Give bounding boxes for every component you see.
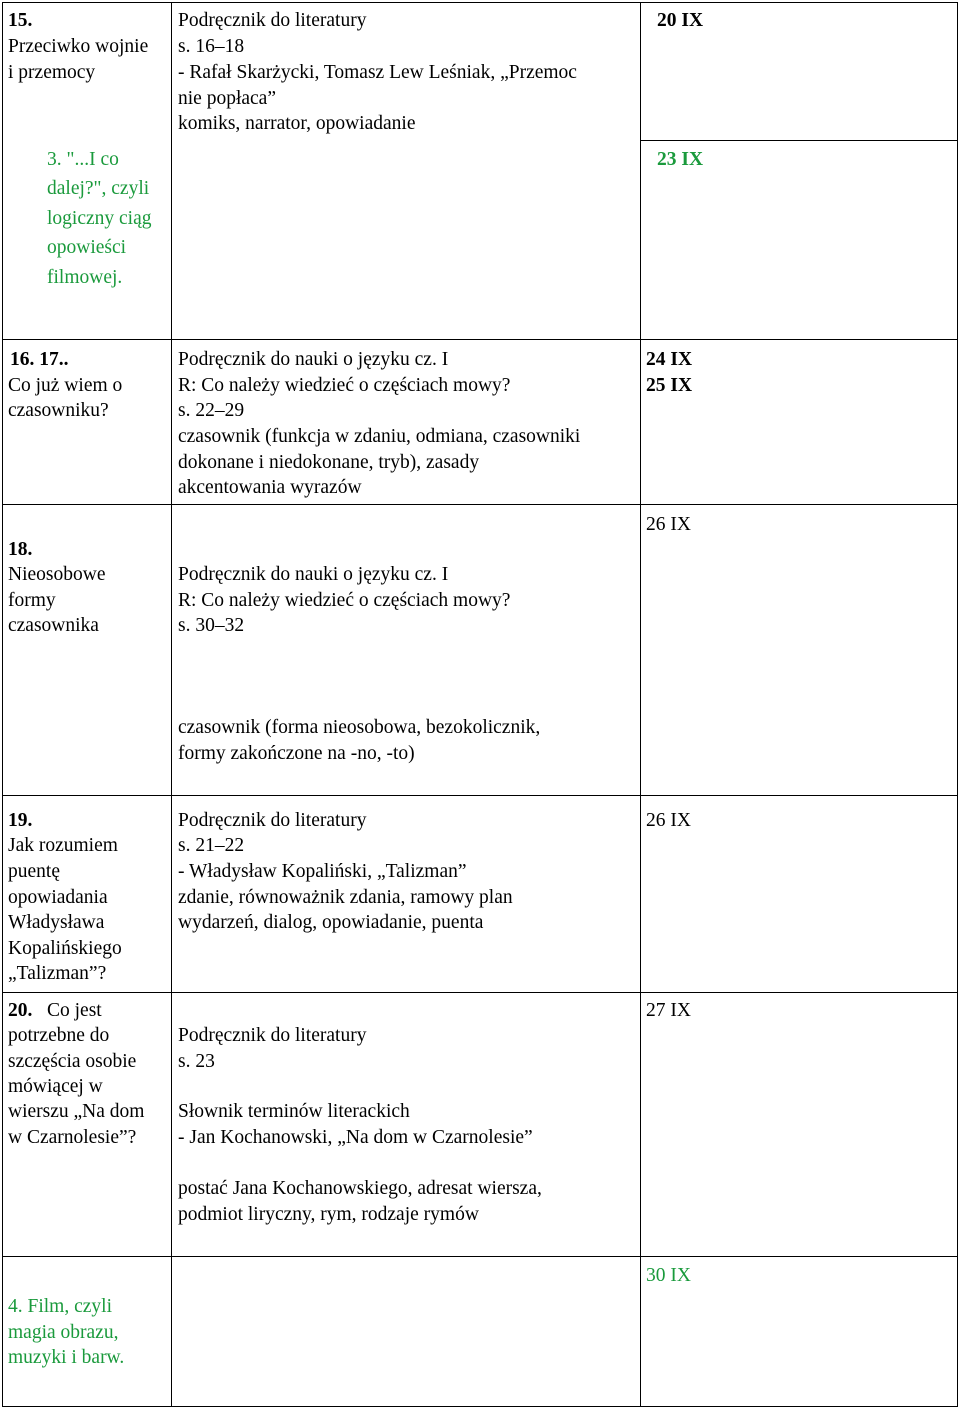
lesson-date: 24 IX [646, 349, 693, 370]
lesson-title: Co już wiem o [8, 375, 123, 396]
unit-title: muzyki i barw. [8, 1347, 125, 1368]
lesson-content: Podręcznik do literatury [178, 1025, 367, 1046]
lesson-title: Co jest [47, 1000, 102, 1021]
lesson-content: Podręcznik do literatury [178, 810, 367, 831]
lesson-content: nie popłaca” [178, 88, 276, 109]
lesson-number: 19. [8, 810, 33, 831]
grid-line [2, 504, 958, 505]
unit-title: 3. "...I co [47, 149, 119, 170]
lesson-number: 20. [8, 1000, 33, 1021]
lesson-content: Podręcznik do nauki o języku cz. I [178, 349, 449, 370]
lesson-content: R: Co należy wiedzieć o częściach mowy? [178, 590, 511, 611]
grid-line [2, 2, 958, 3]
lesson-date: 26 IX [646, 810, 691, 831]
lesson-content: Słownik terminów literackich [178, 1101, 410, 1122]
lesson-content: podmiot liryczny, rym, rodzaje rymów [178, 1204, 479, 1225]
lesson-content: - Rafał Skarżycki, Tomasz Lew Leśniak, „Przemoc [178, 62, 577, 83]
lesson-content: s. 30–32 [178, 615, 245, 636]
unit-date: 30 IX [646, 1265, 691, 1286]
grid-line [640, 140, 958, 141]
lesson-title: potrzebne do [8, 1025, 110, 1046]
grid-line [2, 1406, 958, 1407]
grid-line [640, 2, 641, 1407]
lesson-title: szczęścia osobie [8, 1051, 137, 1072]
lesson-content: zdanie, równoważnik zdania, ramowy plan [178, 887, 513, 908]
lesson-title: Przeciwko wojnie [8, 36, 149, 57]
grid-line [2, 795, 958, 796]
unit-date: 23 IX [657, 149, 704, 170]
lesson-content: R: Co należy wiedzieć o częściach mowy? [178, 375, 511, 396]
unit-title: dalej?", czyli [47, 178, 150, 199]
lesson-title: w Czarnolesie”? [8, 1127, 137, 1148]
unit-title: 4. Film, czyli [8, 1296, 112, 1317]
lesson-content: akcentowania wyrazów [178, 477, 362, 498]
lesson-content: s. 21–22 [178, 835, 245, 856]
grid-line [2, 2, 3, 1407]
lesson-content: Podręcznik do nauki o języku cz. I [178, 564, 449, 585]
lesson-title: mówiącej w [8, 1076, 103, 1097]
lesson-content: s. 16–18 [178, 36, 245, 57]
grid-line [957, 2, 958, 1407]
lesson-content: - Władysław Kopaliński, „Talizman” [178, 861, 467, 882]
unit-title: opowieści [47, 237, 127, 258]
unit-title: logiczny ciąg [47, 208, 152, 229]
lesson-title: wierszu „Na dom [8, 1101, 145, 1122]
lesson-content: postać Jana Kochanowskiego, adresat wiersza, [178, 1178, 542, 1199]
lesson-content: dokonane i niedokonane, tryb), zasady [178, 452, 480, 473]
lesson-title: puentę [8, 861, 60, 882]
lesson-title: opowiadania [8, 887, 108, 908]
grid-line [2, 339, 958, 340]
lesson-content: - Jan Kochanowski, „Na dom w Czarnolesie” [178, 1127, 533, 1148]
lesson-content: formy zakończone na -no, -to) [178, 743, 415, 764]
lesson-title: Władysława [8, 912, 105, 933]
lesson-title: i przemocy [8, 62, 96, 83]
lesson-title: formy [8, 590, 56, 611]
lesson-title: czasowniku? [8, 400, 109, 421]
lesson-number: 16. 17.. [10, 349, 69, 370]
lesson-content: czasownik (forma nieosobowa, bezokolicznik, [178, 717, 541, 738]
lesson-title: czasownika [8, 615, 99, 636]
lesson-title: Kopalińskiego [8, 938, 122, 959]
lesson-date: 20 IX [657, 10, 704, 31]
lesson-content: s. 23 [178, 1051, 215, 1072]
grid-line [2, 1256, 958, 1257]
grid-line [171, 2, 172, 1407]
lesson-title: Nieosobowe [8, 564, 106, 585]
lesson-title: „Talizman”? [8, 963, 107, 984]
lesson-content: komiks, narrator, opowiadanie [178, 113, 416, 134]
lesson-number: 18. [8, 539, 33, 560]
lesson-content: wydarzeń, dialog, opowiadanie, puenta [178, 912, 484, 933]
lesson-content: s. 22–29 [178, 400, 245, 421]
grid-line [2, 992, 958, 993]
lesson-content: czasownik (funkcja w zdaniu, odmiana, czasowniki [178, 426, 581, 447]
lesson-content: Podręcznik do literatury [178, 10, 367, 31]
lesson-number: 15. [8, 10, 33, 31]
lesson-title: Jak rozumiem [8, 835, 118, 856]
lesson-date: 25 IX [646, 375, 693, 396]
unit-title: filmowej. [47, 267, 123, 288]
lesson-date: 26 IX [646, 514, 691, 535]
lesson-date: 27 IX [646, 1000, 691, 1021]
unit-title: magia obrazu, [8, 1322, 119, 1343]
